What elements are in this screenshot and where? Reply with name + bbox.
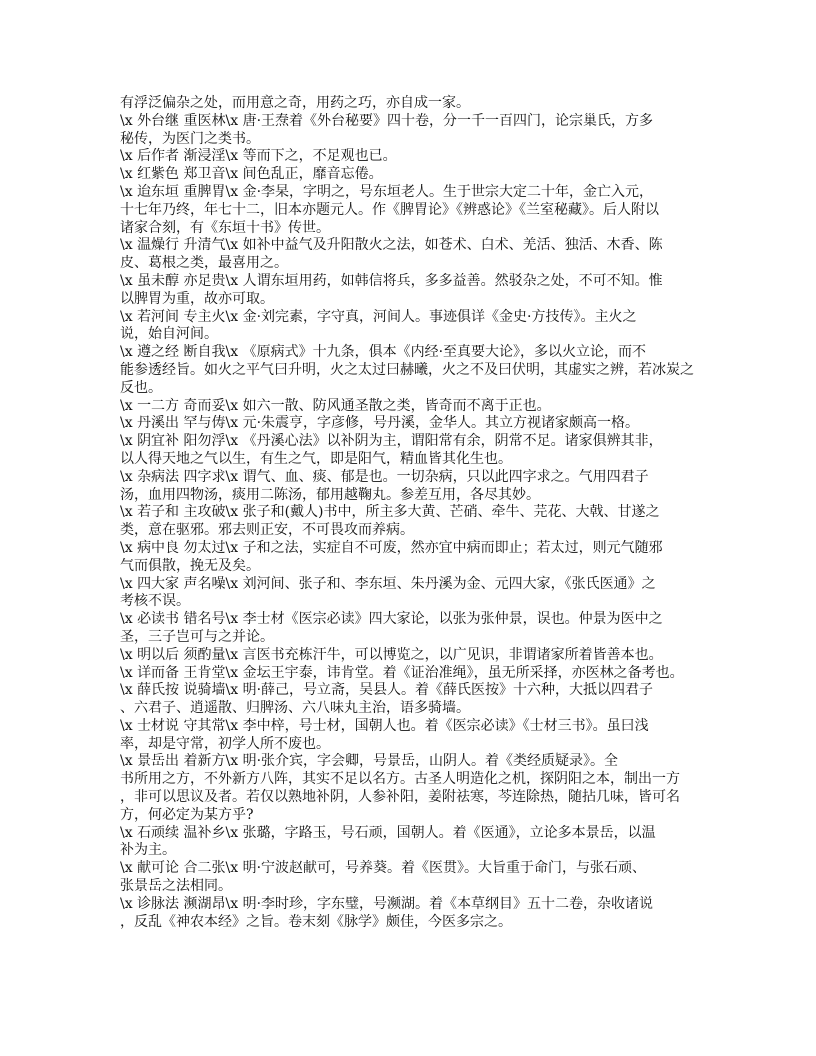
text-line: 能参透经旨。如火之平气曰升明，火之太过曰赫曦，火之不及曰伏明，其虚实之辨，若冰炭之: [120, 361, 694, 378]
text-line: \x 杂病法 四字求\x 谓气、血、痰、郁是也。一切杂病，只以此四字求之。气用四君子: [120, 468, 649, 485]
text-line: \x 虽未醇 亦足贵\x 人谓东垣用药，如韩信将兵，多多益善。然驳杂之处，不可不知。惟: [120, 272, 663, 289]
text-line: \x 红紫色 郑卫音\x 间色乱正，靡音忘倦。: [120, 166, 383, 183]
text-line: \x 景岳出 着新方\x 明·张介宾，字会卿，号景岳，山阴人。着《类经质疑录》。全: [120, 753, 619, 770]
text-line: 率，却是守常，初学人所不废也。: [120, 735, 330, 752]
text-line: \x 外台继 重医林\x 唐·王焘着《外台秘要》四十卷，分一千一百四门，论宗巢氏，方多: [120, 112, 654, 129]
text-line: 书所用之方，不外新方八阵，其实不足以名方。古圣人明造化之机，探阴阳之本，制出一方: [120, 771, 680, 788]
text-line: ，非可以思议及者。若仅以熟地补阴，人参补阳，姜附祛寒，芩连除热，随拈几味，皆可名: [120, 789, 680, 806]
text-line: 有浮泛偏杂之处，而用意之奇，用药之巧，亦自成一家。: [120, 95, 470, 111]
text-line: \x 薛氏按 说骑墙\x 明·薛己，号立斋，吴县人。着《薛氏医按》十六种，大抵以四君子: [120, 682, 654, 699]
text-line: \x 士材说 守其常\x 李中梓，号士材，国朝人也。着《医宗必读》《士材三书》。虽曰浅: [120, 717, 649, 734]
text-line: \x 温燥行 升清气\x 如补中益气及升阳散火之法，如苍术、白术、羌活、独活、木香、陈: [120, 237, 663, 254]
text-line: \x 迨东垣 重脾胃\x 金·李杲，字明之，号东垣老人。生于世宗大定二十年，金亡入元，: [120, 183, 654, 200]
text-line: 汤，血用四物汤，痰用二陈汤，郁用越鞠丸。参差互用，各尽其妙。: [120, 486, 540, 503]
text-line: \x 阴宜补 阳勿浮\x 《丹溪心法》以补阴为主，谓阳常有余，阴常不足。诸家俱辨其非，: [120, 433, 663, 450]
text-line: \x 后作者 渐浸淫\x 等而下之，不足观也已。: [120, 148, 397, 165]
text-line: 以人得天地之气以生，有生之气，即是阳气，精血皆其化生也。: [120, 450, 512, 467]
text-line: \x 诊脉法 濒湖昂\x 明·李时珍，字东璧，号濒湖。着《本草纲目》五十二卷，杂收诸说: [120, 895, 654, 912]
text-line: \x 详而备 王肯堂\x 金坛王宇泰，讳肯堂。着《证治准绳》，虽无所采择，亦医林之备考也。: [120, 664, 684, 681]
text-line: \x 石顽续 温补乡\x 张璐，字路玉，号石顽，国朝人。着《医通》，立论多本景岳，以温: [120, 824, 656, 841]
text-line: 类，意在驱邪。邪去则正安，不可畏攻而养病。: [120, 522, 414, 539]
text-line: 说，始自河间。: [120, 326, 218, 343]
text-line: 考核不误。: [120, 593, 190, 610]
text-line: ，反乱《神农本经》之旨。卷末刻《脉学》颇佳，今医多宗之。: [120, 913, 512, 930]
text-line: 皮、葛根之类，最喜用之。: [120, 255, 288, 272]
document-body: [120, 95, 720, 931]
text-line: 以脾胃为重，故亦可取。: [120, 290, 274, 307]
text-line: \x 必读书 错名号\x 李士材《医宗必读》四大家论，以张为张仲景，误也。仲景为医中之: [120, 611, 663, 628]
text-line: \x 遵之经 断自我\x 《原病式》十九条，俱本《内经·至真要大论》，多以火立论，而不: [120, 344, 647, 361]
text-line: \x 病中良 勿太过\x 子和之法，实症自不可废，然亦宜中病而即止；若太过，则元气随邪: [120, 539, 663, 556]
text-line: 诸家合刻，有《东垣十书》传世。: [120, 219, 330, 236]
text-line: 十七年乃终，年七十二，旧本亦题元人。作《脾胃论》《辨惑论》《兰室秘藏》。后人附以: [120, 201, 659, 218]
text-line: 反也。: [120, 379, 162, 396]
text-line: 方，何必定为某方乎?: [120, 806, 254, 823]
text-line: \x 若河间 专主火\x 金·刘完素，字守真，河间人。事迹俱详《金史·方技传》。主火之: [120, 308, 637, 325]
text-line: 、六君子、逍遥散、归脾汤、六八味丸主治，语多骑墙。: [120, 700, 470, 717]
text-line: 补为主。: [120, 842, 176, 859]
text-line: \x 献可论 合二张\x 明·宁波赵献可，号养葵。着《医贯》。大旨重于命门，与张石顽、: [120, 860, 647, 877]
text-line: 张景岳之法相同。: [120, 878, 232, 895]
text-line: 气而俱散，挽无及矣。: [120, 557, 260, 574]
text-line: 秘传，为医门之类书。: [120, 130, 260, 147]
text-line: \x 四大家 声名噪\x 刘河间、张子和、李东垣、朱丹溪为金、元四大家，《张氏医通》之: [120, 575, 656, 592]
text-line: \x 一二方 奇而妥\x 如六一散、防风通圣散之类，皆奇而不离于正也。: [120, 397, 551, 414]
text-line: \x 丹溪出 罕与俦\x 元·朱震亨，字彦修，号丹溪，金华人。其立方视诸家颇高一格。: [120, 415, 640, 432]
text-line: \x 明以后 须酌量\x 言医书充栋汗牛，可以博览之，以广见识，非谓诸家所着皆善本也。: [120, 646, 663, 663]
text-line: \x 若子和 主攻破\x 张子和(戴人)书中，所主多大黄、芒硝、牵牛、芫花、大戟、甘遂之: [120, 504, 660, 521]
text-line: 圣，三子岂可与之并论。: [120, 628, 274, 645]
